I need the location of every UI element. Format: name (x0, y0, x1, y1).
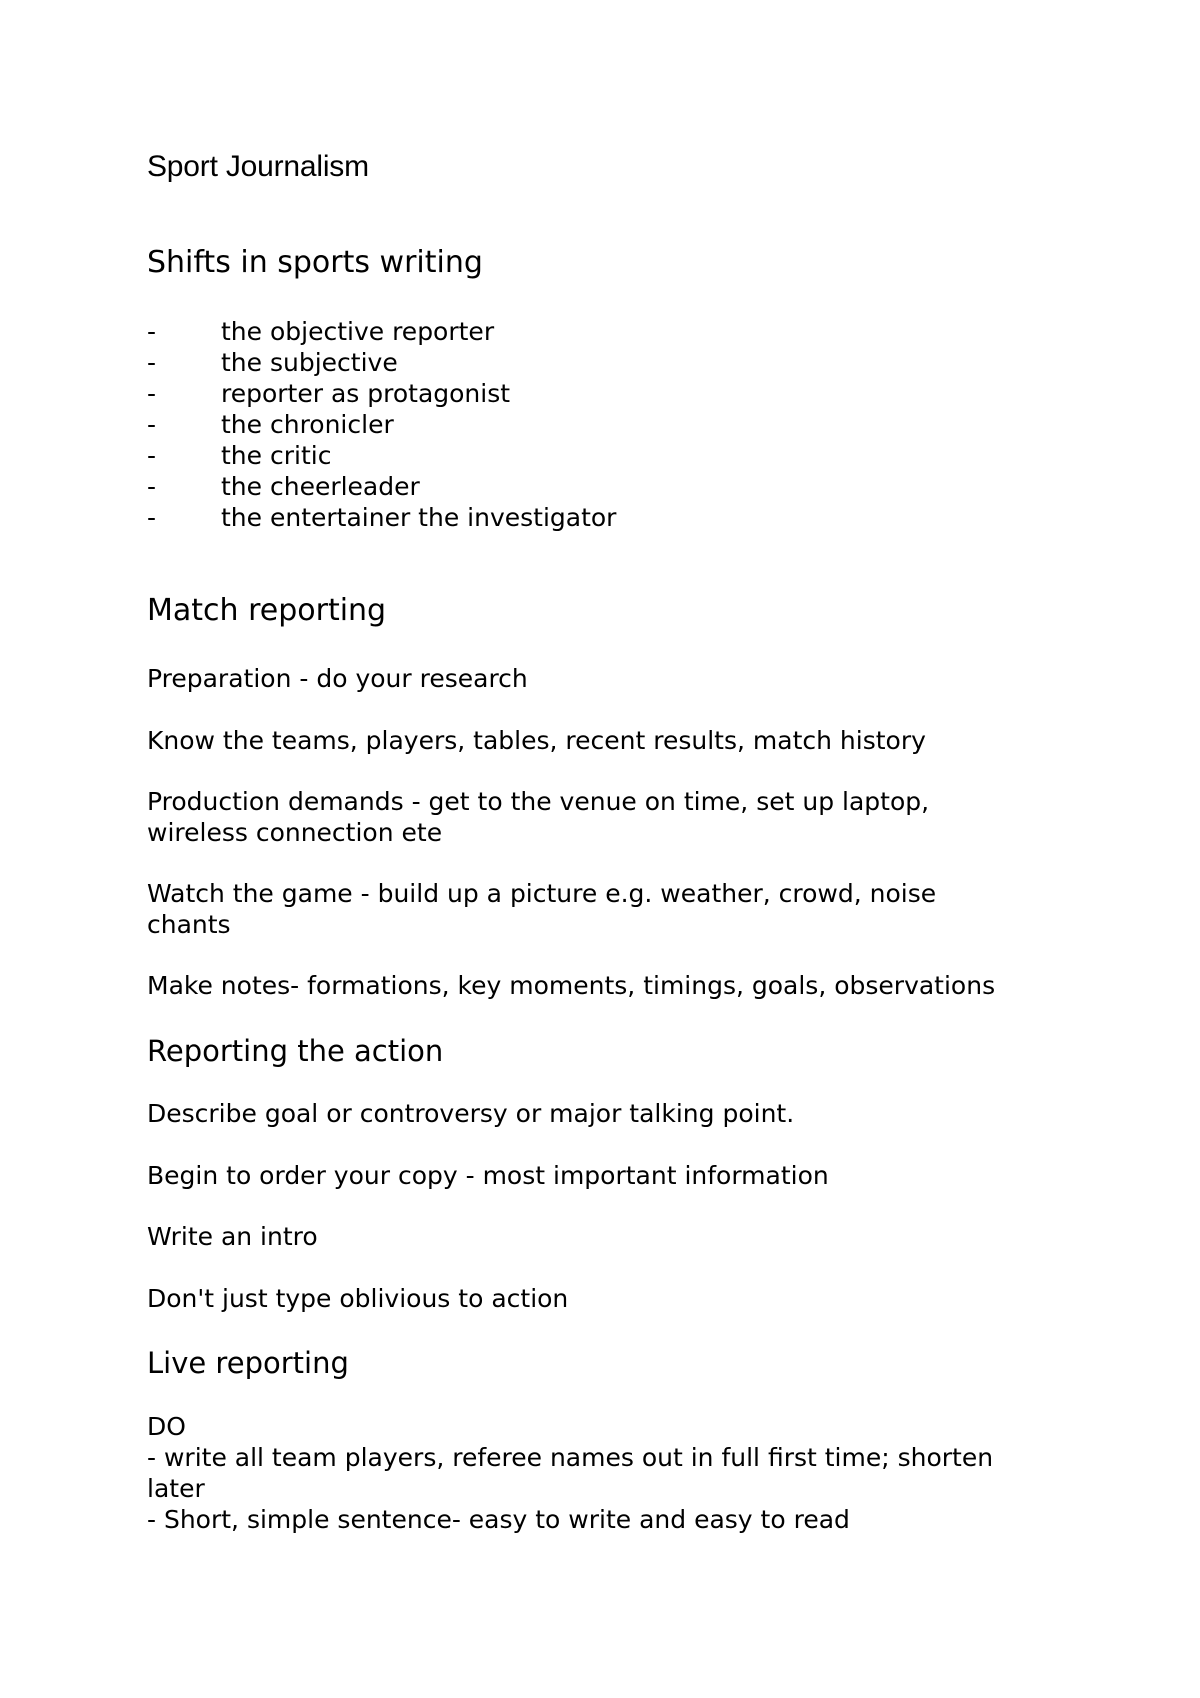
dont-paragraph: Don't just type oblivious to action (147, 1284, 569, 1313)
paragraph-line: - Short, simple sentence- easy to write and easy to read (147, 1505, 850, 1534)
list-item (147, 347, 616, 378)
list-item (147, 316, 616, 347)
list-dash: - (147, 317, 157, 346)
live-reporting-heading: Live reporting (147, 1346, 349, 1380)
list-item-text: the critic (221, 441, 332, 470)
order-paragraph: Begin to order your copy - most important information (147, 1161, 829, 1190)
list-dash: - (147, 410, 157, 439)
paragraph-line: wireless connection ete (147, 818, 443, 847)
match-reporting-heading: Match reporting (147, 593, 387, 628)
paragraph-line: Watch the game - build up a picture e.g. weather, crowd, noise (147, 879, 937, 908)
notes-paragraph: Make notes- formations, key moments, timings, goals, observations (147, 971, 996, 1000)
know-paragraph: Know the teams, players, tables, recent results, match history (147, 726, 926, 755)
shifts-list (147, 316, 616, 533)
list-item-text: the cheerleader (221, 472, 420, 501)
paragraph-line: Production demands - get to the venue on time, set up laptop, (147, 787, 930, 816)
list-item-text: reporter as protagonist (221, 379, 511, 408)
production-paragraph (147, 786, 1067, 848)
preparation-paragraph: Preparation - do your research (147, 664, 528, 693)
do-label: DO (147, 1412, 186, 1441)
intro-paragraph: Write an intro (147, 1222, 318, 1251)
list-item (147, 471, 616, 502)
list-item-text: the entertainer the investigator (221, 503, 617, 532)
list-item (147, 502, 616, 533)
paragraph-line: - write all team players, referee names out in full first time; shorten (147, 1443, 994, 1472)
list-dash: - (147, 348, 157, 377)
watch-paragraph (147, 878, 1067, 940)
paragraph-line: later (147, 1474, 205, 1503)
live-do-paragraph (147, 1411, 1067, 1535)
list-dash: - (147, 472, 157, 501)
list-item (147, 440, 616, 471)
list-item-text: the subjective (221, 348, 398, 377)
list-dash: - (147, 441, 157, 470)
list-dash: - (147, 379, 157, 408)
paragraph-line: chants (147, 910, 231, 939)
list-item-text: the chronicler (221, 410, 394, 439)
describe-paragraph: Describe goal or controversy or major talking point. (147, 1099, 795, 1128)
shifts-heading: Shifts in sports writing (147, 245, 483, 280)
page-title: Sport Journalism (147, 150, 369, 183)
list-item (147, 378, 616, 409)
list-item (147, 409, 616, 440)
reporting-action-heading: Reporting the action (147, 1034, 444, 1068)
list-item-text: the objective reporter (221, 317, 495, 346)
list-dash: - (147, 503, 157, 532)
